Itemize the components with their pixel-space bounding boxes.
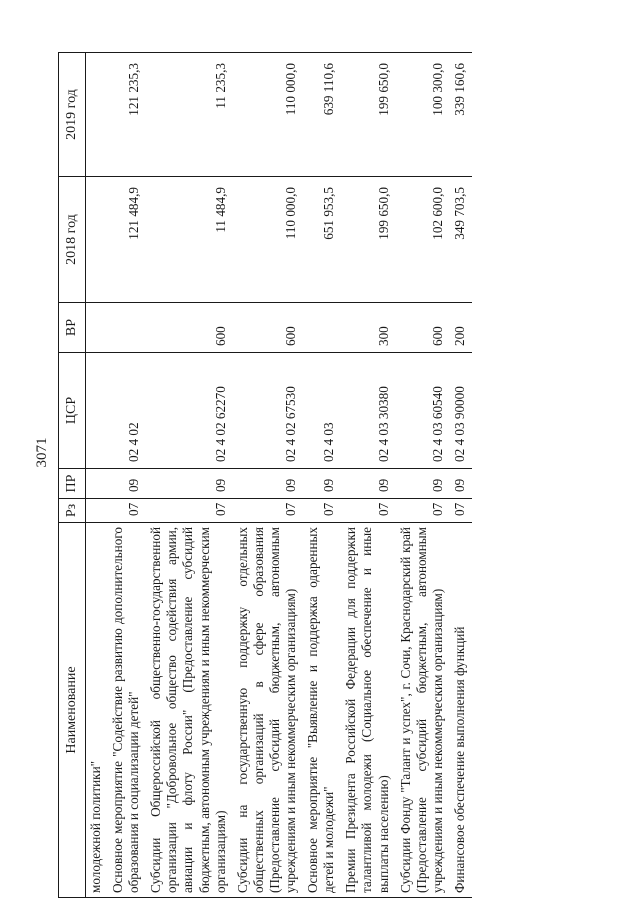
row-pr: 09	[303, 469, 341, 499]
header-name: Наименование	[59, 523, 86, 898]
table-row	[108, 53, 146, 898]
header-csr: ЦСР	[59, 353, 86, 469]
row-2018: 121 484,9	[108, 177, 146, 303]
row-2018: 199 650,0	[341, 177, 395, 303]
row-pr: 09	[450, 469, 472, 499]
row-name: Субсидии на государственную поддержку отдельных общественных организаций в сфере образования (Предоставление субсидий бюджетным, автономным учреждениям и иным некоммерческим организациям)	[233, 523, 303, 898]
row-pr: 09	[233, 469, 303, 499]
row-csr: 02 4 03 30380	[341, 353, 395, 469]
row-rz: 07	[450, 499, 472, 523]
row-2019: 639 110,6	[303, 53, 341, 177]
row-vr: 600	[146, 303, 232, 353]
table-header-row	[59, 53, 86, 898]
row-rz: 07	[233, 499, 303, 523]
row-2018: 349 703,5	[450, 177, 472, 303]
header-pr: ПР	[59, 469, 86, 499]
row-name: Субсидии Фонду "Талант и успех", г. Сочи, Краснодарский край (Предоставление субсидий бюджетным, автономным учреждениям и иным некоммерческим организациям)	[396, 523, 450, 898]
row-pr: 09	[396, 469, 450, 499]
row-vr: 600	[396, 303, 450, 353]
header-vr: ВР	[59, 303, 86, 353]
row-2018: 651 953,5	[303, 177, 341, 303]
row-rz: 07	[396, 499, 450, 523]
row-rz: 07	[146, 499, 232, 523]
row-pr	[86, 469, 109, 499]
row-csr: 02 4 02 62270	[146, 353, 232, 469]
row-2019: 11 235,3	[146, 53, 232, 177]
row-rz: 07	[341, 499, 395, 523]
header-2018: 2018 год	[59, 177, 86, 303]
page-number: 3071	[34, 437, 50, 468]
row-name: Основное мероприятие "Выявление и поддержка одаренных детей и молодежи"	[303, 523, 341, 898]
row-name: Субсидии Общероссийской общественно-государственной организации "Добровольное общество содействия армии, авиации и флоту России" (Предоставление субсидий бюджетным, автономным учреждениям и иным некоммерческим организациям)	[146, 523, 232, 898]
row-2018: 11 484,9	[146, 177, 232, 303]
row-rz: 07	[303, 499, 341, 523]
row-vr: 300	[341, 303, 395, 353]
row-2019: 339 160,6	[450, 53, 472, 177]
row-vr	[86, 303, 109, 353]
table-row	[86, 53, 109, 898]
table-row	[450, 53, 472, 898]
header-rz: Рз	[59, 499, 86, 523]
row-2019: 121 235,3	[108, 53, 146, 177]
row-pr: 09	[108, 469, 146, 499]
table-row	[233, 53, 303, 898]
table-row	[341, 53, 395, 898]
row-csr	[86, 353, 109, 469]
row-csr: 02 4 03	[303, 353, 341, 469]
row-2018	[86, 177, 109, 303]
table-row	[396, 53, 450, 898]
row-csr: 02 4 02 67530	[233, 353, 303, 469]
row-csr: 02 4 02	[108, 353, 146, 469]
row-2019: 110 000,0	[233, 53, 303, 177]
row-2019: 100 300,0	[396, 53, 450, 177]
row-csr: 02 4 03 90000	[450, 353, 472, 469]
row-name: Финансовое обеспечение выполнения функций	[450, 523, 472, 898]
row-vr: 200	[450, 303, 472, 353]
table-row	[303, 53, 341, 898]
row-2018: 110 000,0	[233, 177, 303, 303]
row-2019: 199 650,0	[341, 53, 395, 177]
row-vr	[108, 303, 146, 353]
row-vr: 600	[233, 303, 303, 353]
row-vr	[303, 303, 341, 353]
header-2019: 2019 год	[59, 53, 86, 177]
row-rz	[86, 499, 109, 523]
row-name: Основное мероприятие "Содействие развитию дополнительного образования и социализации детей"	[108, 523, 146, 898]
row-name: молодежной политики"	[86, 523, 109, 898]
row-2019	[86, 53, 109, 177]
row-csr: 02 4 03 60540	[396, 353, 450, 469]
row-2018: 102 600,0	[396, 177, 450, 303]
row-rz: 07	[108, 499, 146, 523]
budget-table	[58, 52, 472, 898]
table-row	[146, 53, 232, 898]
row-name: Премии Президента Российской Федерации для поддержки талантливой молодежи (Социальное обеспечение и иные выплаты населению)	[341, 523, 395, 898]
row-pr: 09	[341, 469, 395, 499]
row-pr: 09	[146, 469, 232, 499]
